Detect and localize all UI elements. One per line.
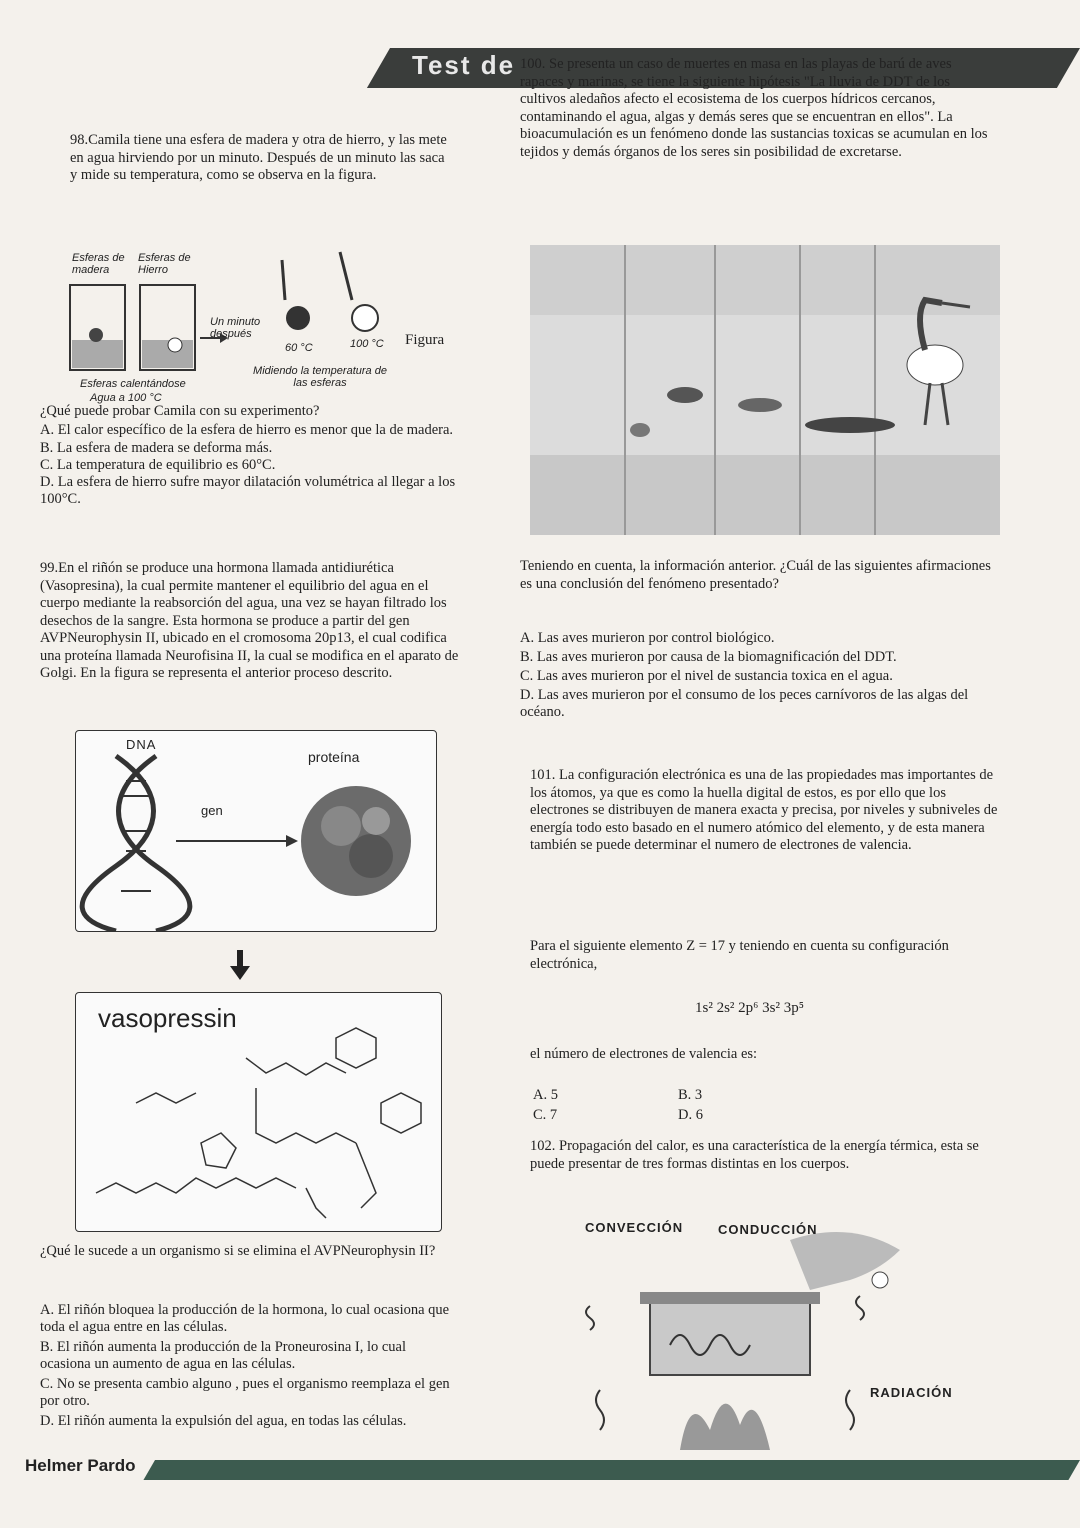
q99-vasopressin-figure — [75, 992, 442, 1232]
label-conduction: CONDUCCIÓN — [718, 1222, 818, 1237]
label-water-temp: Agua a 100 °C — [90, 392, 162, 404]
q100-option-b[interactable]: B. Las aves murieron por causa de la biomagnificación del DDT. — [520, 649, 897, 665]
q101-context: Para el siguiente elemento Z = 17 y teniendo en cuenta su configuración electrónica, — [530, 938, 949, 972]
q99-dna-figure — [75, 730, 437, 932]
label-dna: DNA — [126, 737, 157, 752]
q101-option-a[interactable]: A. 5 — [533, 1087, 558, 1103]
q100-option-c[interactable]: C. Las aves murieron por el nivel de sustancia toxica en el agua. — [520, 668, 893, 684]
label-one-minute: Un minuto después — [210, 316, 261, 340]
q101-option-b[interactable]: B. 3 — [678, 1087, 703, 1103]
q99-options — [40, 1302, 460, 1430]
label-convection: CONVECCIÓN — [585, 1220, 684, 1235]
q98-option-b[interactable]: B. La esfera de madera se deforma más. — [40, 440, 273, 456]
q102-stem: 102. Propagación del calor, es una característica de la energía térmica, esta se puede presentar de tres formas distintas en los cuerpos. — [530, 1138, 979, 1172]
label-temp-60: 60 °C — [285, 342, 313, 354]
q100-stem: 100. Se presenta un caso de muertes en masa en las playas de barú de aves rapaces y marinas, se tiene la siguiente hipótesis "La lluvia de DDT de los cultivos aledaños afecto el ecosistema de los cuerpos hídricos cercanos, contaminando el agua, algas y demás seres que se encuentran en ellos". La bioacumulación es un fenómeno donde las sustancias toxicas se acumulan en los tejidos y demás órganos de los seres sin posibilidad de excretarse. — [520, 56, 988, 160]
q101-option-c[interactable]: C. 7 — [533, 1107, 558, 1123]
label-radiation: RADIACIÓN — [870, 1385, 953, 1400]
label-figura: Figura — [405, 332, 445, 348]
q99-stem: 99.En el riñón se produce una hormona llamada antidiurética (Vasopresina), la cual permite mantener el equilibrio del agua en el cuerpo mediante la reabsorción del agua, una vez se hayan filtrado los desechos de la sangre. Esta hormona se produce a partir del gen AVPNeurophysin II, ubicado en el cromosoma 20p13, el cual codifica una proteína llamada Neurofisina II, la cual se modifica en el aparato de Golgi. En la figura se representa el anterior proceso descrito. — [40, 560, 459, 681]
q98-options — [40, 422, 460, 508]
q99-option-c[interactable]: C. No se presenta cambio alguno , pues el organismo reemplaza el gen por otro. — [40, 1376, 450, 1409]
q99-question: ¿Qué le sucede a un organismo si se elimina el AVPNeurophysin II? — [40, 1243, 436, 1259]
q98-question: ¿Qué puede probar Camila con su experimento? — [40, 403, 320, 419]
label-wood: Esferas de madera — [72, 252, 125, 276]
q100-question: Teniendo en cuenta, la información anterior. ¿Cuál de las siguientes afirmaciones es una conclusión del fenómeno presentado? — [520, 558, 991, 592]
q98-option-c[interactable]: C. La temperatura de equilibrio es 60°C. — [40, 457, 276, 473]
author-name: Helmer Pardo — [25, 1456, 136, 1475]
q100-option-a[interactable]: A. Las aves murieron por control biológico. — [520, 630, 775, 646]
label-vasopressin: vasopressin — [98, 1003, 237, 1033]
q98-stem: 98.Camila tiene una esfera de madera y otra de hierro, y las mete en agua hirviendo por un minuto. Después de un minuto las saca y mide su temperatura, como se observa en la figura. — [70, 132, 447, 183]
label-heating: Esferas calentándose — [80, 378, 186, 390]
q100-food-chain-figure — [530, 245, 1000, 535]
down-arrow-icon — [228, 950, 252, 980]
page-title: Test de — [412, 50, 516, 80]
label-iron: Esferas de Hierro — [138, 252, 191, 276]
footer-bar — [143, 1460, 1080, 1480]
q101-configuration: 1s² 2s² 2p⁶ 3s² 3p⁵ — [695, 1000, 804, 1016]
q100-option-d[interactable]: D. Las aves murieron por el consumo de los peces carnívoros de las algas del océano. — [520, 687, 969, 720]
label-measuring: Midiendo la temperatura de las esferas — [253, 365, 387, 389]
label-temp-100: 100 °C — [350, 338, 384, 350]
q98-figure — [60, 240, 460, 410]
q102-heat-figure — [560, 1210, 1000, 1455]
q101-stem: 101. La configuración electrónica es una de las propiedades mas importantes de los átomos, ya que es como la huella digital de estos, es por ello que los electrones se distribuyen de manera exacta y precisa, por niveles y subniveles de energía todo esto basado en el numero atómico del elemento, y de esta manera también se puede determinar el numero de electrones de valencia. — [530, 767, 998, 853]
q99-option-b[interactable]: B. El riñón aumenta la producción de la Proneurosina I, lo cual ocasiona un aumento de agua en las células. — [40, 1339, 407, 1372]
q98-option-a[interactable]: A. El calor específico de la esfera de hierro es menor que la de madera. — [40, 422, 454, 438]
q98-option-d[interactable]: D. La esfera de hierro sufre mayor dilatación volumétrica al llegar a los 100°C. — [40, 474, 456, 507]
q99-option-a[interactable]: A. El riñón bloquea la producción de la hormona, lo cual ocasiona que toda el agua entre en las células. — [40, 1302, 450, 1335]
label-gen: gen — [201, 803, 223, 818]
q101-question: el número de electrones de valencia es: — [530, 1046, 758, 1062]
q99-option-d[interactable]: D. El riñón aumenta la expulsión del agua, en todas las células. — [40, 1413, 407, 1429]
label-protein: proteína — [308, 749, 360, 765]
q101-option-d[interactable]: D. 6 — [678, 1107, 703, 1123]
q100-options — [520, 630, 1000, 721]
